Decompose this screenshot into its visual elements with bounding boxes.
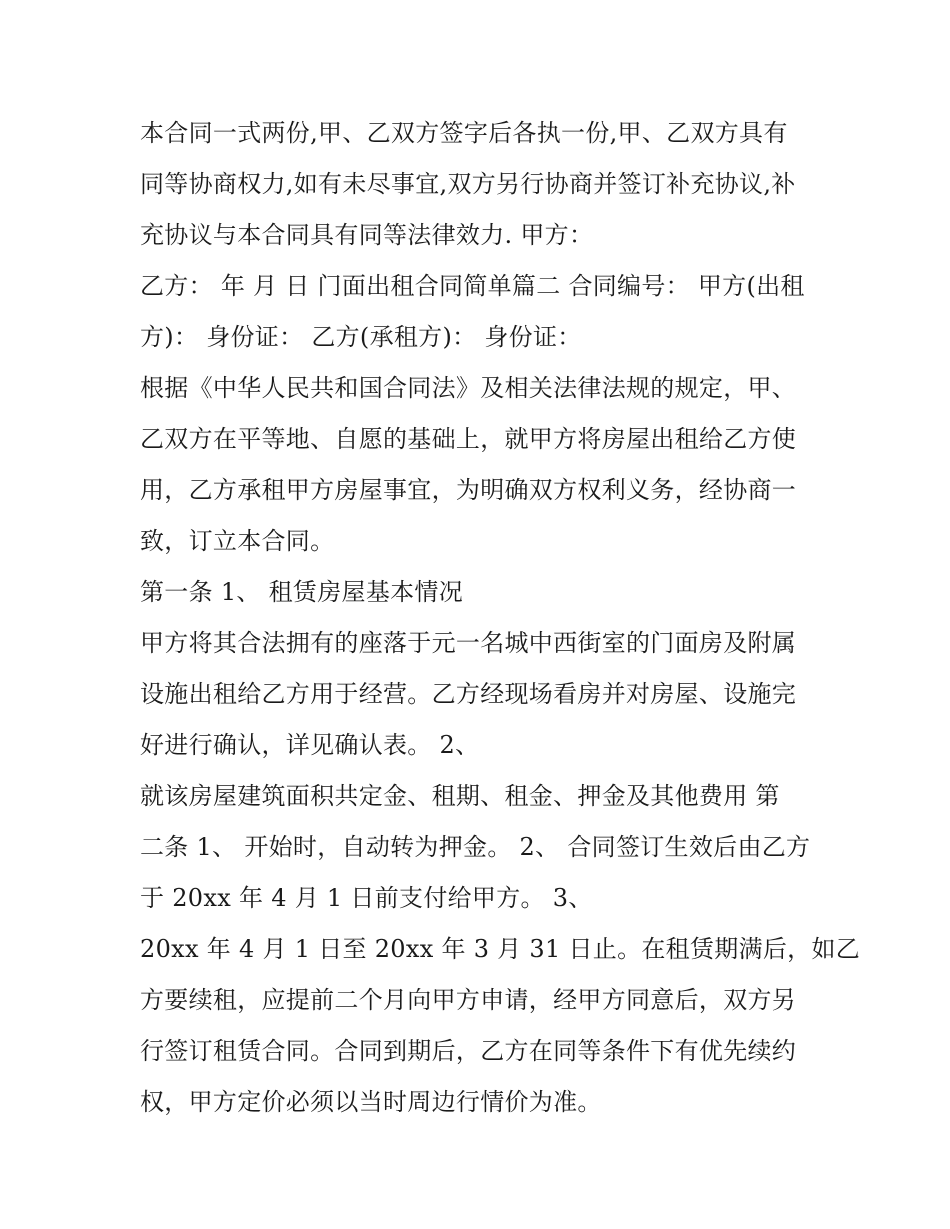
text-line: 就该房屋建筑面积共定金、租期、租金、押金及其他费用 第 — [140, 782, 780, 810]
text-line: 充协议与本合同具有同等法律效力. 甲方： — [140, 221, 594, 249]
document-body — [140, 108, 861, 1128]
text-line: 甲方将其合法拥有的座落于元一名城中西街室的门面房及附属 — [140, 629, 797, 657]
text-line: 行签订租赁合同。合同到期后，乙方在同等条件下有优先续约 — [140, 1037, 797, 1065]
text-line: 设施出租给乙方用于经营。乙方经现场看房并对房屋、设施完 — [140, 680, 797, 708]
text-line: 同等协商权力,如有未尽事宜,双方另行协商并签订补充协议,补 — [140, 170, 796, 198]
text-line: 好进行确认，详见确认表。 2、 — [140, 731, 480, 759]
text-line: 方要续租，应提前二个月向甲方申请，经甲方同意后，双方另 — [140, 986, 797, 1014]
text-line: 本合同一式两份,甲、乙双方签字后各执一份,甲、乙双方具有 — [140, 119, 788, 147]
text-line: 致，订立本合同。 — [140, 527, 335, 555]
text-line: 乙方： 年 月 日 门面出租合同简单篇二 合同编号： 甲方(出租 — [140, 272, 805, 300]
text-line: 根据《中华人民共和国合同法》及相关法律法规的规定，甲、 — [140, 374, 797, 402]
text-line: 于 20xx 年 4 月 1 日前支付给甲方。 3、 — [140, 884, 593, 912]
text-line: 用，乙方承租甲方房屋事宜，为明确双方权利义务，经协商一 — [140, 476, 797, 504]
text-line: 乙双方在平等地、自愿的基础上，就甲方将房屋出租给乙方使 — [140, 425, 797, 453]
section-heading: 第一条 1、 租赁房屋基本情况 — [140, 578, 464, 606]
text-line: 方)： 身份证： 乙方(承租方)： 身份证： — [140, 323, 582, 351]
text-line: 二条 1、 开始时，自动转为押金。 2、 合同签订生效后由乙方 — [140, 833, 811, 861]
text-line: 权，甲方定价必须以当时周边行情价为准。 — [140, 1088, 602, 1116]
text-line: 20xx 年 4 月 1 日至 20xx 年 3 月 31 日止。在租赁期满后，如乙 — [140, 935, 861, 963]
